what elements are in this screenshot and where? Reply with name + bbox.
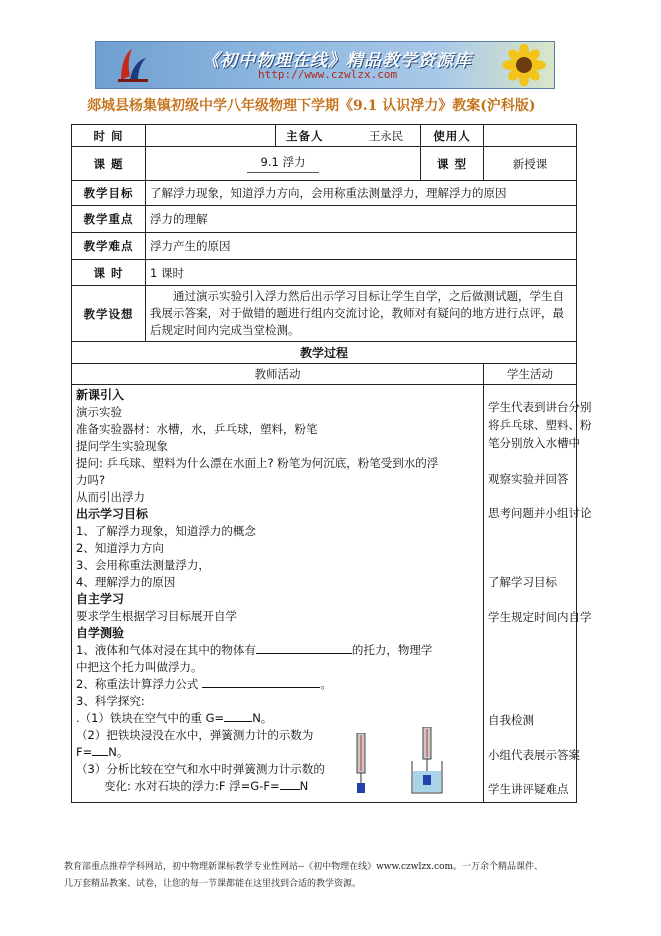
goal-value: 了解浮力现象，知道浮力方向，会用称重法测量浮力，理解浮力的原因 <box>146 181 577 206</box>
lesson-plan-table <box>71 124 592 803</box>
topic-label: 课 题 <box>72 147 146 181</box>
teacher-line: 中把这个托力叫做浮力。 <box>76 660 203 674</box>
process-heading: 教学过程 <box>72 342 577 364</box>
preparer-value: 王永民 <box>368 128 404 143</box>
teacher-col-header: 教师活动 <box>72 364 484 385</box>
process-columns-row <box>72 364 577 385</box>
user-value <box>484 125 577 147</box>
section-goals: 出示学习目标 <box>76 507 149 521</box>
student-activities <box>484 385 592 803</box>
teacher-line: （2）把铁块浸没在水中，弹簧测力计的示数为 <box>76 728 314 742</box>
info-row-design <box>72 286 577 342</box>
student-col-header: 学生活动 <box>484 364 577 385</box>
answer-blank <box>92 744 108 756</box>
goal-label: 教学目标 <box>72 181 146 206</box>
time-label: 时 间 <box>72 125 146 147</box>
teacher-line: 准备实验器材：水槽，水，乒乓球，塑料，粉笔 <box>76 422 318 436</box>
question-1: 1、液体和气体对浸在其中的物体有 的托力，物理学 <box>76 643 433 657</box>
answer-blank <box>224 710 252 722</box>
site-logo <box>116 46 150 84</box>
info-row-time <box>72 125 577 147</box>
difficulty-value: 浮力产生的原因 <box>146 233 577 260</box>
footer-line: 教育部重点推荐学科网站，初中物理新课标教学专业性网站--《初中物理在线》www.czwlzx.com。一万余个精品课件、 <box>64 862 544 872</box>
spring-scale-in-air-icon <box>354 733 368 795</box>
page-footer <box>64 859 604 893</box>
teacher-line: 提问: 乒乓球、塑料为什么漂在水面上? 粉笔为何沉底，粉笔受到水的浮 <box>76 456 439 470</box>
info-row-difficulty <box>72 233 577 260</box>
teacher-line: （3）分析比较在空气和水中时弹簧测力计示数的 <box>76 762 325 776</box>
teacher-line: 3、科学探究: <box>76 694 145 708</box>
teacher-line: 力吗? <box>76 473 106 487</box>
hours-value: 1 课时 <box>146 260 577 286</box>
student-line: 将乒乓球、塑料、粉 <box>488 418 592 432</box>
site-banner <box>95 41 555 89</box>
teacher-activities <box>72 385 484 803</box>
hours-label: 课 时 <box>72 260 146 286</box>
student-line: 学生规定时间内自学 <box>488 610 592 624</box>
document-title: 郯城县杨集镇初级中学八年级物理下学期《9.1 认识浮力》教案(沪科版) <box>87 98 536 114</box>
answer-blank <box>280 778 300 790</box>
question-3-3: 变化: 水对石块的浮力:F 浮=G-F= N <box>104 779 309 793</box>
teacher-line: 要求学生根据学习目标展开自学 <box>76 609 237 623</box>
info-row-goal <box>72 181 577 206</box>
info-row-topic <box>72 147 577 181</box>
question-2: 2、称重法计算浮力公式 。 <box>76 677 332 691</box>
difficulty-label: 教学难点 <box>72 233 146 260</box>
teacher-line: 2、知道浮力方向 <box>76 541 164 555</box>
student-line: 笔分别放入水槽中 <box>488 436 580 450</box>
banner-url[interactable]: http://www.czwlzx.com <box>258 68 398 81</box>
question-3-1: .（1）铁块在空气中的重 G= N。 <box>76 711 273 725</box>
teacher-line: 4、理解浮力的原因 <box>76 575 176 589</box>
key-label: 教学重点 <box>72 206 146 233</box>
teacher-line: 演示实验 <box>76 405 122 419</box>
footer-line: 几万套精品教案、试卷，让您的每一节课都能在这里找到合适的教学资源。 <box>64 879 362 889</box>
section-self-test: 自学测验 <box>76 626 125 640</box>
type-value: 新授课 <box>484 147 577 181</box>
section-intro: 新课引入 <box>76 388 125 402</box>
user-label: 使用人 <box>421 125 484 147</box>
student-line: 观察实验并回答 <box>488 472 569 486</box>
teacher-line: 1、了解浮力现象，知道浮力的概念 <box>76 524 256 538</box>
info-row-hours <box>72 260 577 286</box>
teacher-line: 从而引出浮力 <box>76 490 145 504</box>
type-label: 课 型 <box>421 147 484 181</box>
teacher-line: 3、会用称重法测量浮力， <box>76 558 210 572</box>
process-body-row <box>72 385 577 803</box>
student-line: 了解学习目标 <box>488 575 557 589</box>
design-value: 通过演示实验引入浮力然后出示学习目标让学生自学，之后做测试题，学生自我展示答案，对于做错的题进行组内交流讨论，教师对有疑问的地方进行点评，最后规定时间内完成当堂检测。 <box>146 286 577 342</box>
topic-value: 9.1 浮力 <box>247 154 320 173</box>
sunflower-icon <box>498 44 550 86</box>
process-heading-row <box>72 342 577 364</box>
spring-scale-in-water-icon <box>410 727 444 795</box>
preparer-label: 主备人 <box>286 128 324 143</box>
student-line: 自我检测 <box>488 713 534 727</box>
answer-blank <box>202 676 320 688</box>
answer-blank <box>256 642 352 654</box>
question-3-2: F= N。 <box>76 745 129 759</box>
section-self-study: 自主学习 <box>76 592 125 606</box>
time-value <box>146 125 276 147</box>
teacher-line: 提问学生实验现象 <box>76 439 168 453</box>
student-line: 学生讲评疑难点 <box>488 782 569 796</box>
info-row-key <box>72 206 577 233</box>
design-label: 教学设想 <box>72 286 146 342</box>
key-value: 浮力的理解 <box>146 206 577 233</box>
student-line: 小组代表展示答案 <box>488 748 580 762</box>
banner-title: 《初中物理在线》精品教学资源库 <box>202 51 472 71</box>
student-line: 思考问题并小组讨论 <box>488 506 592 520</box>
student-line: 学生代表到讲台分别 <box>488 400 592 414</box>
